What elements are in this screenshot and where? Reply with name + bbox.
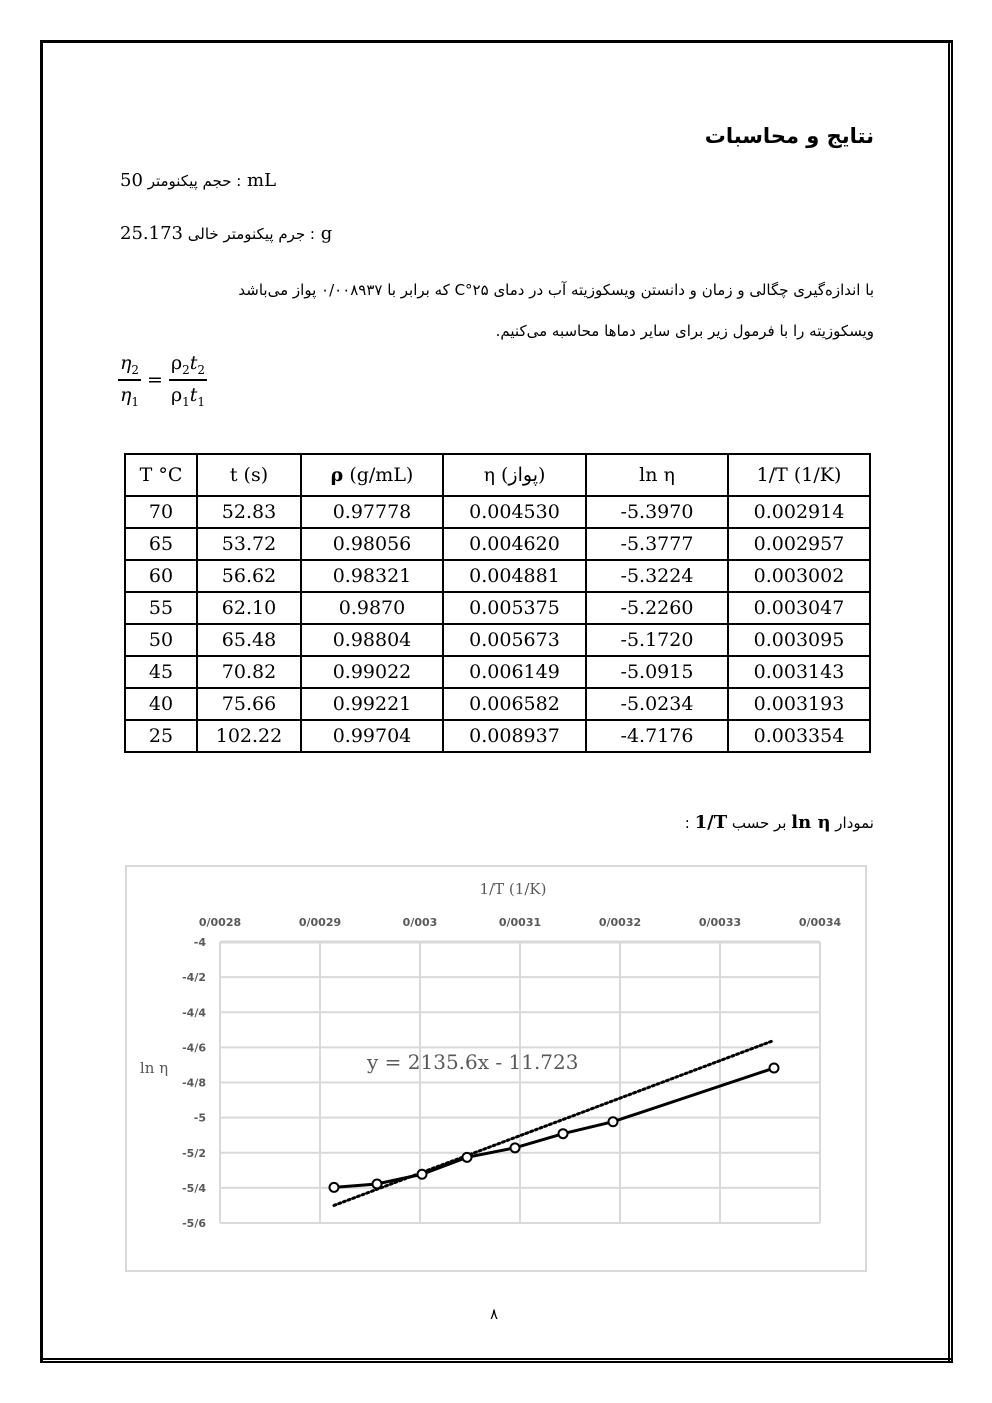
- formula-sub: 1: [197, 394, 206, 409]
- cell-ln-viscosity: -5.0234: [586, 688, 728, 720]
- y-tick-label: -5/6: [182, 1217, 206, 1230]
- x-tick-label: 0/0031: [498, 916, 542, 929]
- cell-time: 62.10: [197, 592, 301, 624]
- x-tick-label: 0/0029: [298, 916, 342, 929]
- data-point: [330, 1183, 339, 1192]
- cell-inverse-temperature: 0.003047: [728, 592, 870, 624]
- x-tick-label: 0/0033: [698, 916, 742, 929]
- header-density: ρ (g/mL): [301, 454, 443, 496]
- cell-viscosity: 0.006582: [443, 688, 586, 720]
- page-number: ۸: [490, 1305, 499, 1323]
- cell-inverse-temperature: 0.003143: [728, 656, 870, 688]
- data-point: [770, 1064, 779, 1073]
- series-line: [334, 1068, 774, 1187]
- cell-time: 52.83: [197, 496, 301, 528]
- page-border-right: [948, 40, 953, 1363]
- paragraph-line-2: ویسکوزیته را با فرمول زیر برای سایر دماها محاسبه می‌کنیم.: [495, 322, 874, 340]
- cell-inverse-temperature: 0.002914: [728, 496, 870, 528]
- header-ln-viscosity: ln η: [586, 454, 728, 496]
- cell-inverse-temperature: 0.002957: [728, 528, 870, 560]
- cell-inverse-temperature: 0.003002: [728, 560, 870, 592]
- results-table: [124, 453, 871, 753]
- formula-sub: 1: [131, 394, 140, 409]
- header-inverse-temperature: 1/T (1/K): [728, 454, 870, 496]
- cell-density: 0.98056: [301, 528, 443, 560]
- table-row: [125, 560, 870, 592]
- cell-time: 53.72: [197, 528, 301, 560]
- cell-density: 0.98804: [301, 624, 443, 656]
- cell-ln-viscosity: -5.2260: [586, 592, 728, 624]
- y-tick-label: -5: [193, 1111, 206, 1125]
- table-row: [125, 720, 870, 752]
- x-axis-title: 1/T (1/K): [479, 880, 547, 898]
- cell-viscosity: 0.005375: [443, 592, 586, 624]
- cell-temperature: 50: [125, 624, 197, 656]
- table-row: [125, 688, 870, 720]
- table-header-row: [125, 454, 870, 496]
- cell-ln-viscosity: -4.7176: [586, 720, 728, 752]
- formula-rho2: ρ: [170, 352, 183, 374]
- cell-viscosity: 0.005673: [443, 624, 586, 656]
- header-time: t (s): [197, 454, 301, 496]
- viscosity-formula: [118, 352, 207, 409]
- data-point: [511, 1143, 520, 1152]
- chart-caption: [685, 812, 874, 833]
- caption-ln-eta: ln η: [791, 812, 831, 833]
- cell-density: 0.99704: [301, 720, 443, 752]
- x-tick-label: 0/0028: [198, 916, 242, 929]
- pycnometer-volume-value: 50 mL: [120, 170, 277, 191]
- table-row: [125, 592, 870, 624]
- x-tick-label: 0/0032: [598, 916, 642, 929]
- cell-viscosity: 0.004881: [443, 560, 586, 592]
- caption-text: بر حسب: [727, 814, 792, 832]
- cell-inverse-temperature: 0.003095: [728, 624, 870, 656]
- pycnometer-mass-value: 25.173 g: [120, 223, 333, 244]
- cell-density: 0.99221: [301, 688, 443, 720]
- data-point: [418, 1170, 427, 1179]
- pycnometer-volume-label: : حجم پیکنومتر: [147, 172, 242, 190]
- pycnometer-mass-line: [120, 223, 332, 244]
- y-axis-title: ln η: [139, 1059, 169, 1077]
- cell-temperature: 60: [125, 560, 197, 592]
- cell-inverse-temperature: 0.003354: [728, 720, 870, 752]
- data-point: [373, 1179, 382, 1188]
- cell-time: 56.62: [197, 560, 301, 592]
- formula-rhs: [169, 352, 207, 409]
- cell-ln-viscosity: -5.3970: [586, 496, 728, 528]
- trendline-equation: y = 2135.6x - 11.723: [367, 1050, 579, 1074]
- cell-temperature: 55: [125, 592, 197, 624]
- cell-viscosity: 0.006149: [443, 656, 586, 688]
- formula-rho1: ρ: [170, 383, 183, 406]
- table-row: [125, 656, 870, 688]
- cell-time: 65.48: [197, 624, 301, 656]
- x-tick-label: 0/003: [402, 916, 438, 929]
- cell-viscosity: 0.004530: [443, 496, 586, 528]
- table-row: [125, 624, 870, 656]
- cell-density: 0.98321: [301, 560, 443, 592]
- formula-sub: 2: [197, 362, 206, 377]
- y-tick-label: -4/4: [182, 1006, 206, 1020]
- formula-t2: t: [189, 352, 198, 374]
- table-body: [125, 496, 870, 752]
- cell-temperature: 40: [125, 688, 197, 720]
- cell-ln-viscosity: -5.3224: [586, 560, 728, 592]
- formula-sub: 2: [131, 362, 140, 377]
- pycnometer-mass-label: : جرم پیکنومتر خالی: [187, 225, 315, 243]
- table-row: [125, 496, 870, 528]
- formula-sub: 1: [182, 394, 190, 409]
- cell-viscosity: 0.008937: [443, 720, 586, 752]
- formula-eta1: η: [120, 383, 132, 406]
- cell-time: 102.22: [197, 720, 301, 752]
- chart-container: [125, 865, 867, 1272]
- cell-temperature: 65: [125, 528, 197, 560]
- cell-inverse-temperature: 0.003193: [728, 688, 870, 720]
- ln-eta-vs-inverse-t-chart: [127, 867, 865, 1270]
- formula-sub: 2: [182, 362, 190, 377]
- cell-ln-viscosity: -5.0915: [586, 656, 728, 688]
- data-point: [559, 1129, 568, 1138]
- cell-time: 70.82: [197, 656, 301, 688]
- section-heading: نتایج و محاسبات: [704, 124, 874, 148]
- cell-density: 0.9870: [301, 592, 443, 624]
- y-tick-label: -4/2: [182, 971, 206, 985]
- y-tick-label: -4/8: [182, 1076, 206, 1090]
- cell-density: 0.99022: [301, 656, 443, 688]
- cell-temperature: 25: [125, 720, 197, 752]
- cell-time: 75.66: [197, 688, 301, 720]
- formula-t1: t: [189, 383, 198, 406]
- x-tick-label: 0/0034: [798, 916, 842, 929]
- y-tick-label: -4: [193, 936, 206, 949]
- cell-temperature: 70: [125, 496, 197, 528]
- cell-ln-viscosity: -5.1720: [586, 624, 728, 656]
- formula-lhs: [118, 352, 141, 409]
- y-tick-label: -5/4: [182, 1181, 206, 1195]
- header-temperature: T °C: [125, 454, 197, 496]
- data-point: [463, 1153, 472, 1162]
- paragraph-line-1: با اندازه‌گیری چگالی و زمان و دانستن ویسکوزیته آب در دمای ۲۵°C که برابر با ۰/۰۰۸۹۳۷ پواز می‌باشد: [238, 281, 874, 299]
- cell-ln-viscosity: -5.3777: [586, 528, 728, 560]
- table-row: [125, 528, 870, 560]
- pycnometer-volume-line: [120, 170, 276, 191]
- page-border-bottom: [40, 1358, 953, 1363]
- cell-density: 0.97778: [301, 496, 443, 528]
- header-viscosity: η (پواز): [443, 454, 586, 496]
- y-tick-label: -5/2: [182, 1146, 206, 1160]
- formula-eta2: η: [120, 352, 132, 374]
- cell-viscosity: 0.004620: [443, 528, 586, 560]
- y-tick-label: -4/6: [182, 1041, 206, 1055]
- caption-text: :: [684, 814, 695, 832]
- caption-text: نمودار: [830, 814, 874, 832]
- cell-temperature: 45: [125, 656, 197, 688]
- caption-inverse-t: 1/T: [694, 812, 728, 833]
- data-point: [609, 1117, 618, 1126]
- formula-equals: =: [147, 369, 163, 392]
